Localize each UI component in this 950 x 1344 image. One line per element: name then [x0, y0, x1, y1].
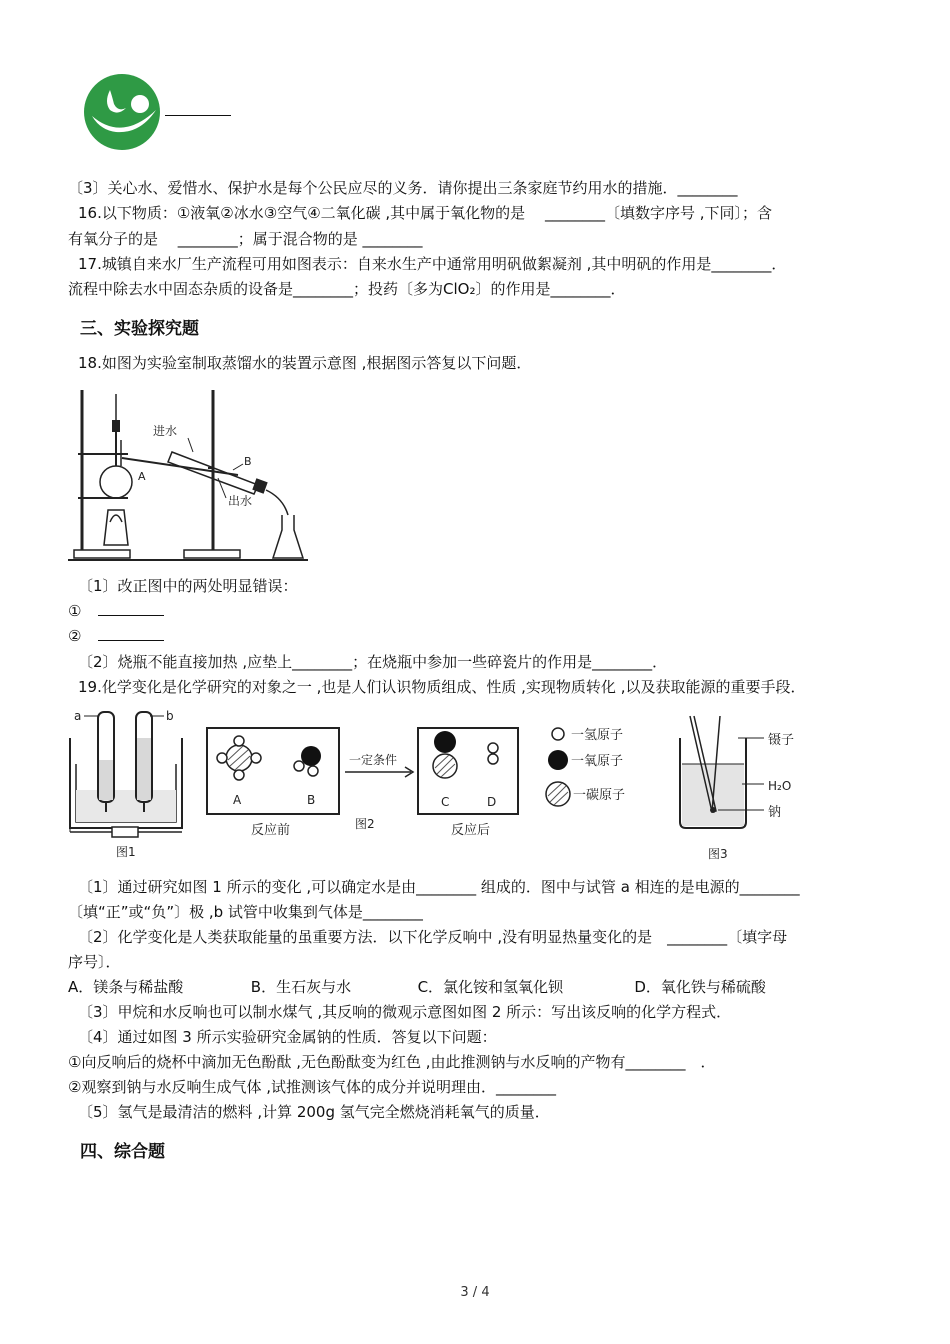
fig2-label-c: C — [441, 795, 450, 809]
q18-text: 18.如图为实验室制取蒸馏水的装置示意图 ,根据图示答复以下问题． — [78, 354, 532, 372]
q18-1b-mark: ② — [68, 627, 82, 645]
q19-1-text: 〔1〕通过研究如图 1 所示的变化 ,可以确定水是由________ 组成的．图中与试管 a 相连的是电源的________ — [78, 878, 800, 896]
q16-text: 16.以下物质：①液氧②冰水③空气④二氧化碳 ,其中属于氧化物的是 ________〔填数字序号 ,下同〕；含 — [78, 204, 772, 222]
logo-answer-blank[interactable] — [165, 115, 231, 116]
q18-2-text: 〔2〕烧瓶不能直接加热 ,应垫上________；在烧瓶中参加一些碎瓷片的作用是________． — [78, 653, 668, 671]
fig3-sodium-label: 钠 — [768, 805, 782, 820]
fig2-caption: 图2 — [355, 817, 375, 831]
fig1-caption: 图1 — [116, 845, 136, 859]
atom-legend — [545, 722, 650, 812]
q17-text: 17.城镇自来水厂生产流程可用如图表示：自来水生产中通常用明矾做絮凝剂 ,其中明矾的作用是________． — [78, 255, 787, 273]
label-b: B — [244, 455, 252, 468]
fig3-tweezers-label: 镊子 — [768, 733, 795, 748]
label-a: A — [138, 470, 146, 483]
q15-3-text: 〔3〕关心水、爱惜水、保护水是每个公民应尽的义务．请你提出三条家庭节约用水的措施．________ — [68, 179, 738, 197]
q19-4a-text: ①向反响后的烧杯中滴加无色酚酞 ,无色酚酞变为红色 ,由此推测钠与水反响的产物有________ ． — [68, 1053, 716, 1071]
q18-1a-blank[interactable] — [98, 601, 164, 616]
q18-1a-row — [68, 600, 164, 622]
fig3-water-label: H₂O — [768, 779, 792, 793]
distillation-apparatus-figure — [68, 380, 313, 565]
q19-text: 19.化学变化是化学研究的对象之一 ,也是人们认识物质组成、性质 ,实现物质转化 ,以及获取能源的重要手段． — [78, 678, 806, 696]
fig2-after-label: 反应后 — [451, 823, 491, 838]
option-d[interactable]: D．氧化铁与稀硫酸 — [634, 978, 766, 996]
in-water-label: 进水 — [153, 424, 178, 438]
fig1-label-b: b — [166, 709, 174, 723]
q19-4b-text: ②观察到钠与水反响生成气体 ,试推测该气体的成分并说明理由．________ — [68, 1078, 556, 1096]
methane-molecule — [217, 736, 261, 780]
q18-1b-blank[interactable] — [98, 626, 164, 641]
legend-oxygen: 一氧原子 — [571, 754, 624, 769]
fig2-label-a: A — [233, 793, 242, 807]
q19-2-options — [68, 976, 766, 998]
fig2-label-b: B — [307, 793, 316, 807]
section-3-heading: 三、实验探究题 — [80, 319, 199, 339]
hydrogen-molecule — [488, 743, 498, 764]
q18-1a-mark: ① — [68, 602, 82, 620]
option-c[interactable]: C．氯化铵和氢氧化钡 — [417, 978, 564, 996]
fig2-arrow-text: 一定条件 — [349, 753, 398, 767]
legend-carbon: 一碳原子 — [573, 788, 626, 803]
option-a[interactable]: A．镁条与稀盐酸 — [68, 978, 184, 996]
q18-1b-row — [68, 625, 164, 647]
out-water-label: 出水 — [228, 494, 253, 508]
figure-1-electrolysis — [66, 704, 188, 860]
legend-hydrogen: 一氢原子 — [571, 728, 624, 743]
section-4-heading: 四、综合题 — [80, 1142, 165, 1162]
fig2-before-label: 反应前 — [251, 823, 291, 838]
q19-4-text: 〔4〕通过如图 3 所示实验研究金属钠的性质．答复以下问题： — [78, 1028, 497, 1046]
water-drop-logo — [80, 72, 170, 152]
q19-3-text: 〔3〕甲烷和水反响也可以制水煤气 ,其反响的微观示意图如图 2 所示：写出该反响的化学方程式． — [78, 1003, 732, 1021]
q18-1-text: 〔1〕改正图中的两处明显错误： — [78, 577, 298, 595]
figure-2-reaction-diagram — [205, 726, 523, 844]
fig1-label-a: a — [74, 709, 82, 723]
q19-2-text-cont: 序号〕． — [68, 953, 121, 971]
carbon-monoxide-molecule — [433, 731, 457, 778]
fig3-caption: 图3 — [708, 847, 728, 861]
q16-text-cont: 有氧分子的是 ________；属于混合物的是 ________ — [68, 230, 423, 248]
figure-3-sodium-water — [672, 708, 812, 866]
q19-1-text-cont: 〔填“正”或“负”〕极 ,b 试管中收集到气体是________ — [68, 903, 423, 921]
water-molecule — [294, 746, 321, 776]
fig2-label-d: D — [487, 795, 497, 809]
q17-text-cont: 流程中除去水中固态杂质的设备是________；投药〔多为ClO₂〕的作用是________． — [68, 280, 626, 298]
q19-5-text: 〔5〕氢气是最清洁的燃料 ,计算 200g 氢气完全燃烧消耗氧气的质量． — [78, 1103, 550, 1121]
page-number: 3 / 4 — [460, 1285, 490, 1300]
option-b[interactable]: B．生石灰与水 — [250, 978, 352, 996]
q19-2-text: 〔2〕化学变化是人类获取能量的虽重要方法．以下化学反响中 ,没有明显热量变化的是 ________〔填字母 — [78, 928, 788, 946]
